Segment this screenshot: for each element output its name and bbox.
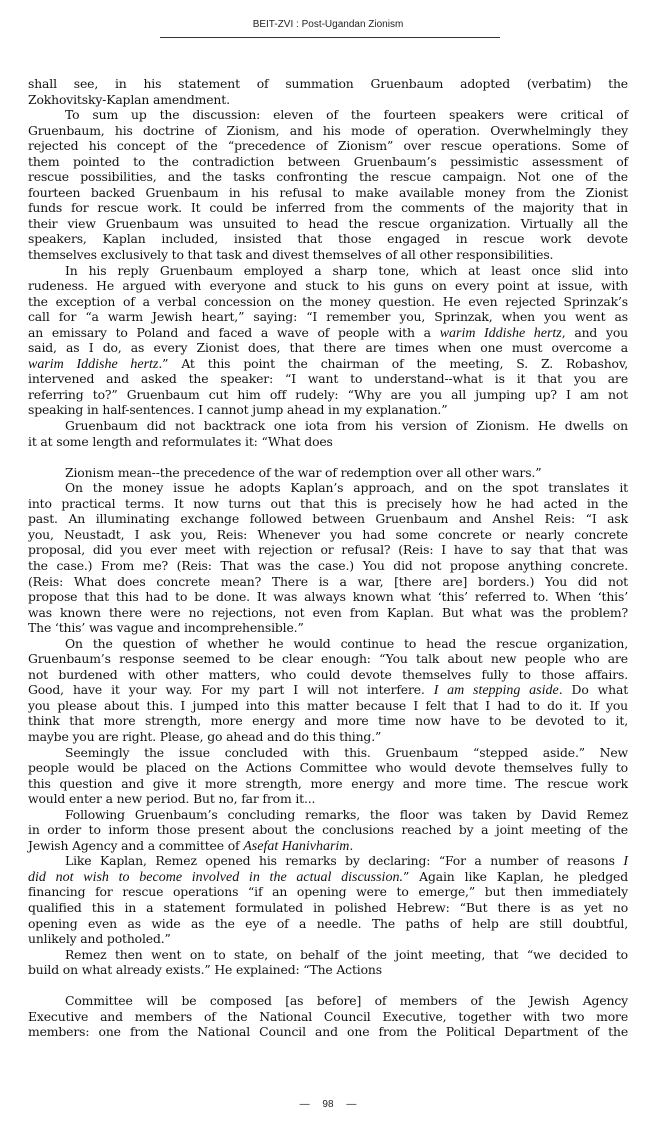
italic-phrase: I: [623, 854, 628, 870]
text-line: propose that this had to be done. It was always known what ‘this’ referred to. When ‘this’: [28, 589, 628, 605]
text-line: call for “a warm Jewish heart,” saying: “I remember you, Sprinzak, when you went as: [28, 309, 628, 325]
text-line: themselves exclusively to that task and divest themselves of all other responsibilities.: [28, 247, 554, 263]
text-span: , and you: [561, 324, 628, 340]
text-line: members: one from the National Council and one from the Political Department of the: [28, 1024, 628, 1040]
text-line: past. An illuminating exchange followed between Gruenbaum and Anshel Reis: “I ask: [28, 511, 628, 527]
text-line: said, as I do, as every Zionist does, that there are times when one must overcome a: [28, 340, 628, 356]
text-line: [28, 853, 628, 869]
text-line: [28, 869, 628, 885]
text-line: was known there were no rejections, not even from Kaplan. But what was the problem?: [28, 604, 628, 620]
text-line: [28, 682, 628, 698]
text-line: Gruenbaum did not backtrack one iota from his version of Zionism. He dwells on: [65, 418, 628, 434]
text-line: proposal, did you ever meet with rejection or refusal? (Reis: I have to say that that was: [28, 542, 628, 558]
paragraph-gap: [28, 449, 628, 465]
text-line: rejected his concept of the “precedence of Zionism” over rescue operations. Some of: [28, 138, 628, 154]
text-line: rescue possibilities, and the tasks confronting the rescue campaign. Not one of the: [28, 169, 628, 185]
text-line: [28, 838, 628, 854]
text-line: intervened and asked the speaker: “I want to understand--what is it that you are: [28, 371, 628, 387]
text-line: you, Neustadt, I ask you, Reis: Whenever you had some concrete or nearly concrete: [28, 526, 628, 542]
text-line: think that more strength, more energy and more time now have to be devoted to it,: [28, 713, 628, 729]
text-span: . Do what: [558, 682, 629, 698]
text-line: the case.) From me? (Reis: That was the case.) You did not propose anything concrete.: [28, 557, 628, 573]
text-line: them pointed to the contradiction between Gruenbaum’s pessimistic assessment of: [28, 153, 628, 169]
text-line: The ‘this’ was vague and incomprehensible.”: [28, 620, 304, 636]
body-text: [28, 76, 628, 1040]
text-line: their view Gruenbaum was unsuited to head the rescue organization. Virtually all the: [28, 215, 628, 231]
italic-phrase: warim Iddishe hertz: [439, 325, 562, 341]
text-line: the exception of a verbal concession on the money question. He even rejected Sprinzak’s: [28, 293, 628, 309]
text-span: Good, have it your way. For my part I will not interfere.: [28, 682, 434, 698]
text-line: fourteen backed Gruenbaum in his refusal to make available money from the Zionist: [28, 184, 628, 200]
header-divider: [160, 37, 500, 38]
page-number: — 98 —: [299, 1099, 357, 1110]
text-span: Like Kaplan, Remez opened his remarks by declaring: “For a number of reasons: [65, 853, 624, 869]
text-line: (Reis: What does concrete mean? There is a war, [there are] borders.) You did not: [28, 573, 628, 589]
text-line: funds for rescue work. It could be inferred from the comments of the majority that in: [28, 200, 628, 216]
text-line: Following Gruenbaum’s concluding remarks, the floor was taken by David Remez: [65, 806, 628, 822]
text-line: it at some length and reformulates it: “What does: [28, 433, 333, 449]
text-line: unlikely and potholed.”: [28, 931, 171, 947]
italic-phrase: I am stepping aside: [433, 683, 559, 699]
text-line: would enter a new period. But no, far from it...: [28, 791, 316, 807]
italic-phrase: Asefat Hanivharim: [243, 838, 350, 854]
text-line: speakers, Kaplan included, insisted that those engaged in rescue work devote: [28, 231, 628, 247]
text-line: On the money issue he adopts Kaplan’s approach, and on the spot translates it: [65, 480, 628, 496]
text-line: speaking in half-sentences. I cannot jump ahead in my explanation.”: [28, 402, 448, 418]
text-line: [28, 325, 628, 341]
text-line: On the question of whether he would continue to head the rescue organization,: [65, 635, 628, 651]
text-line: In his reply Gruenbaum employed a sharp tone, which at least once slid into: [65, 262, 628, 278]
running-header: BEIT-ZVI : Post-Ugandan Zionism: [252, 19, 404, 30]
text-span: .: [349, 837, 354, 853]
text-span: Jewish Agency and a committee of: [28, 837, 244, 853]
text-line: Zokhovitsky-Kaplan amendment.: [28, 91, 230, 107]
text-line: Gruenbaum, his doctrine of Zionism, and his mode of operation. Overwhelmingly they: [28, 122, 628, 138]
text-line: this question and give it more strength, more energy and more time. The rescue work: [28, 775, 628, 791]
text-span: ” Again like Kaplan, he pledged: [402, 868, 628, 884]
italic-phrase: did not wish to become involved in the actual discussion.: [28, 869, 403, 885]
text-span: .” At this point the chairman of the meeting, S. Z. Robashov,: [158, 355, 628, 371]
text-line: you please about this. I jumped into this matter because I felt that I had to do it. If you: [28, 697, 628, 713]
text-line: rudeness. He argued with everyone and stuck to his guns on every point at issue, with: [28, 278, 628, 294]
text-line: Gruenbaum’s response seemed to be clear enough: “You talk about new people who are: [28, 651, 628, 667]
text-line: referring to?” Gruenbaum cut him off rudely: “Why are you all jumping up? I am not: [28, 386, 628, 402]
text-line: Executive and members of the National Council Executive, together with two more: [28, 1008, 628, 1024]
text-line: into practical terms. It now turns out that this is precisely how he had acted in the: [28, 495, 628, 511]
text-line: Seemingly the issue concluded with this. Gruenbaum “stepped aside.” New: [65, 744, 628, 760]
text-line: people would be placed on the Actions Committee who would devote themselves fully to: [28, 760, 628, 776]
text-span: an emissary to Poland and faced a wave of people with a: [28, 324, 440, 340]
text-line: [28, 356, 628, 372]
text-line: Zionism mean--the precedence of the war of redemption over all other wars.”: [65, 464, 542, 480]
text-line: shall see, in his statement of summation Gruenbaum adopted (verbatim) the: [28, 76, 628, 91]
text-line: maybe you are right. Please, go ahead and do this thing.”: [28, 728, 382, 744]
text-line: Committee will be composed [as before] of members of the Jewish Agency: [65, 993, 628, 1009]
text-line: in order to inform those present about the conclusions reached by a joint meeting of the: [28, 822, 628, 838]
text-line: not burdened with other matters, who could devote themselves fully to those affairs.: [28, 666, 628, 682]
paragraph-gap: [28, 978, 628, 994]
text-line: financing for rescue operations “if an opening were to emerge,” but then immediately: [28, 884, 628, 900]
italic-phrase: warim Iddishe hertz: [28, 356, 159, 372]
text-line: build on what already exists.” He explained: “The Actions: [28, 962, 382, 978]
text-line: Remez then went on to state, on behalf of the joint meeting, that “we decided to: [65, 946, 628, 962]
text-line: qualified this in a statement formulated in polished Hebrew: “But there is as yet no: [28, 899, 628, 915]
text-line: opening even as wide as the eye of a needle. The paths of help are still doubtful,: [28, 915, 628, 931]
text-line: To sum up the discussion: eleven of the fourteen speakers were critical of: [65, 107, 628, 123]
